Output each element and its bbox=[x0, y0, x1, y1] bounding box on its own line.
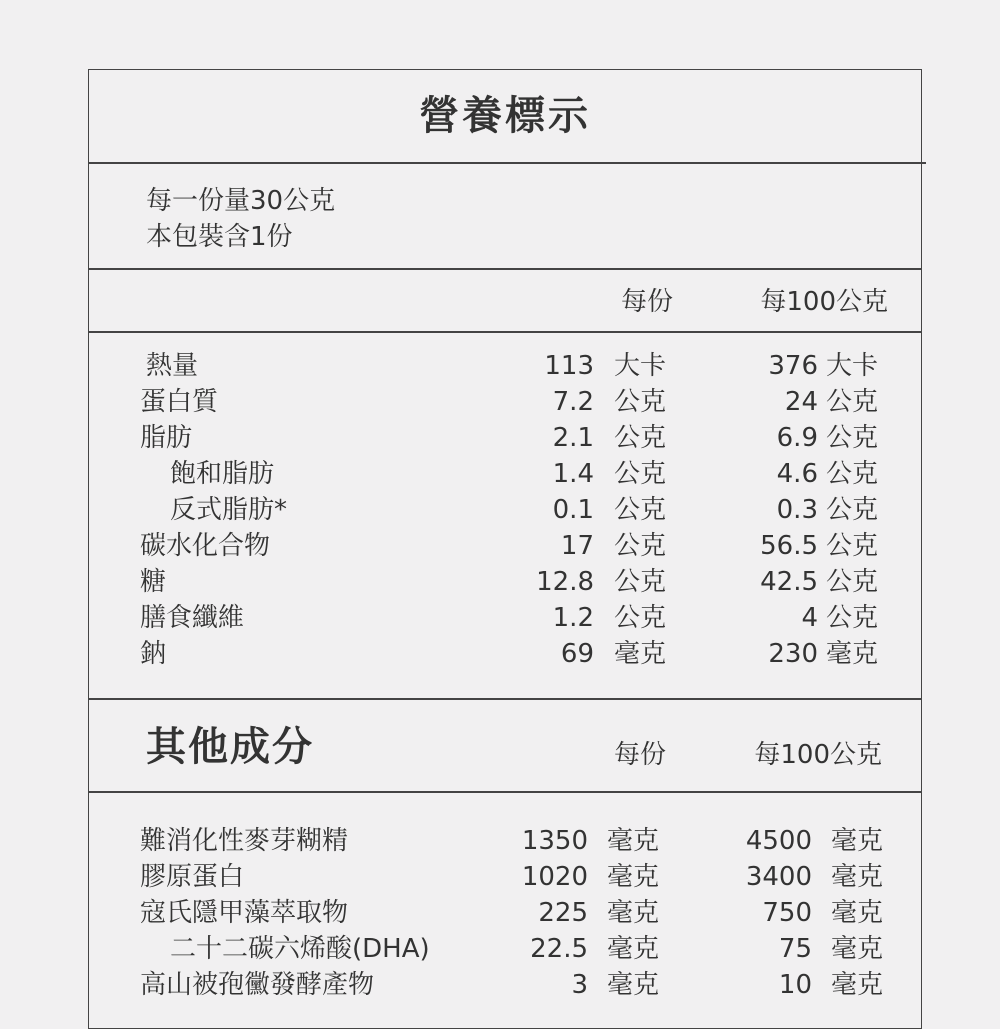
row-value-per-serving: 17 bbox=[560, 531, 594, 561]
row-unit-per-serving: 公克 bbox=[614, 423, 667, 453]
label-title: 營養標示 bbox=[419, 93, 591, 139]
row-unit-per-serving: 毫克 bbox=[607, 862, 660, 892]
other-column-header-per-100g: 每100公克 bbox=[754, 740, 882, 770]
row-unit-per-100g: 毫克 bbox=[831, 970, 884, 1000]
row-value-per-serving: 2.1 bbox=[552, 423, 594, 453]
row-value-per-100g: 75 bbox=[778, 934, 812, 964]
row-value-per-100g: 0.3 bbox=[776, 495, 818, 525]
row-name: 膳食纖維 bbox=[140, 603, 245, 633]
row-name: 飽和脂肪 bbox=[170, 459, 275, 489]
row-value-per-100g: 4 bbox=[801, 603, 818, 633]
row-unit-per-serving: 公克 bbox=[614, 387, 667, 417]
row-unit-per-serving: 大卡 bbox=[614, 351, 667, 381]
row-unit-per-serving: 公克 bbox=[614, 459, 667, 489]
other-column-header-per-serving: 每份 bbox=[613, 740, 666, 770]
row-unit-per-serving: 毫克 bbox=[607, 826, 660, 856]
row-unit-per-serving: 毫克 bbox=[607, 934, 660, 964]
row-value-per-serving: 1020 bbox=[521, 862, 588, 892]
row-unit-per-serving: 公克 bbox=[614, 567, 667, 597]
row-value-per-100g: 42.5 bbox=[760, 567, 818, 597]
row-value-per-serving: 12.8 bbox=[536, 567, 594, 597]
row-unit-per-serving: 毫克 bbox=[607, 970, 660, 1000]
row-unit-per-100g: 公克 bbox=[826, 495, 879, 525]
row-unit-per-100g: 公克 bbox=[826, 459, 879, 489]
row-unit-per-100g: 公克 bbox=[826, 423, 879, 453]
row-name: 碳水化合物 bbox=[140, 531, 271, 561]
row-name: 反式脂肪* bbox=[170, 495, 288, 525]
row-value-per-100g: 10 bbox=[778, 970, 812, 1000]
row-value-per-100g: 24 bbox=[784, 387, 818, 417]
row-value-per-100g: 230 bbox=[768, 639, 818, 669]
row-value-per-100g: 750 bbox=[762, 898, 812, 928]
row-value-per-100g: 4500 bbox=[745, 826, 812, 856]
row-name: 熱量 bbox=[146, 351, 199, 381]
row-unit-per-100g: 毫克 bbox=[831, 934, 884, 964]
row-name: 脂肪 bbox=[140, 423, 193, 453]
row-value-per-serving: 1.2 bbox=[552, 603, 594, 633]
row-value-per-serving: 225 bbox=[538, 898, 588, 928]
row-value-per-100g: 376 bbox=[768, 351, 818, 381]
row-unit-per-100g: 公克 bbox=[826, 531, 879, 561]
row-value-per-serving: 22.5 bbox=[530, 934, 588, 964]
row-unit-per-serving: 毫克 bbox=[607, 898, 660, 928]
row-value-per-serving: 1350 bbox=[521, 826, 588, 856]
row-unit-per-100g: 公克 bbox=[826, 567, 879, 597]
divider-title bbox=[88, 162, 926, 164]
row-value-per-serving: 69 bbox=[560, 639, 594, 669]
row-unit-per-serving: 公克 bbox=[614, 603, 667, 633]
divider-serving bbox=[88, 268, 922, 270]
row-unit-per-100g: 大卡 bbox=[826, 351, 879, 381]
row-unit-per-100g: 毫克 bbox=[831, 898, 884, 928]
row-unit-per-100g: 毫克 bbox=[831, 826, 884, 856]
row-value-per-100g: 56.5 bbox=[760, 531, 818, 561]
row-value-per-serving: 7.2 bbox=[552, 387, 594, 417]
row-value-per-serving: 1.4 bbox=[552, 459, 594, 489]
row-name: 高山被孢黴發酵產物 bbox=[140, 970, 375, 1000]
row-unit-per-serving: 公克 bbox=[614, 495, 667, 525]
row-value-per-serving: 3 bbox=[571, 970, 588, 1000]
row-unit-per-100g: 公克 bbox=[826, 387, 879, 417]
row-name: 鈉 bbox=[140, 639, 167, 669]
serving-size: 每一份量30公克 bbox=[146, 186, 336, 216]
row-unit-per-100g: 公克 bbox=[826, 603, 879, 633]
servings-per-package: 本包裝含1份 bbox=[146, 222, 293, 252]
row-value-per-serving: 0.1 bbox=[552, 495, 594, 525]
row-name: 糖 bbox=[140, 567, 167, 597]
other-ingredients-title: 其他成分 bbox=[146, 724, 314, 770]
row-unit-per-100g: 毫克 bbox=[831, 862, 884, 892]
row-unit-per-serving: 毫克 bbox=[614, 639, 667, 669]
column-header-per-100g: 每100公克 bbox=[760, 287, 888, 317]
row-name: 膠原蛋白 bbox=[140, 862, 245, 892]
row-name: 寇氏隱甲藻萃取物 bbox=[140, 898, 349, 928]
row-name: 難消化性麥芽糊精 bbox=[140, 826, 349, 856]
row-name: 二十二碳六烯酸(DHA) bbox=[170, 934, 430, 964]
row-value-per-serving: 113 bbox=[544, 351, 594, 381]
row-value-per-100g: 3400 bbox=[745, 862, 812, 892]
row-unit-per-100g: 毫克 bbox=[826, 639, 879, 669]
row-unit-per-serving: 公克 bbox=[614, 531, 667, 561]
divider-other-header bbox=[88, 791, 922, 793]
divider-header bbox=[88, 331, 922, 333]
column-header-per-serving: 每份 bbox=[620, 287, 673, 317]
row-value-per-100g: 4.6 bbox=[776, 459, 818, 489]
row-value-per-100g: 6.9 bbox=[776, 423, 818, 453]
row-name: 蛋白質 bbox=[140, 387, 219, 417]
divider-other bbox=[88, 698, 922, 700]
